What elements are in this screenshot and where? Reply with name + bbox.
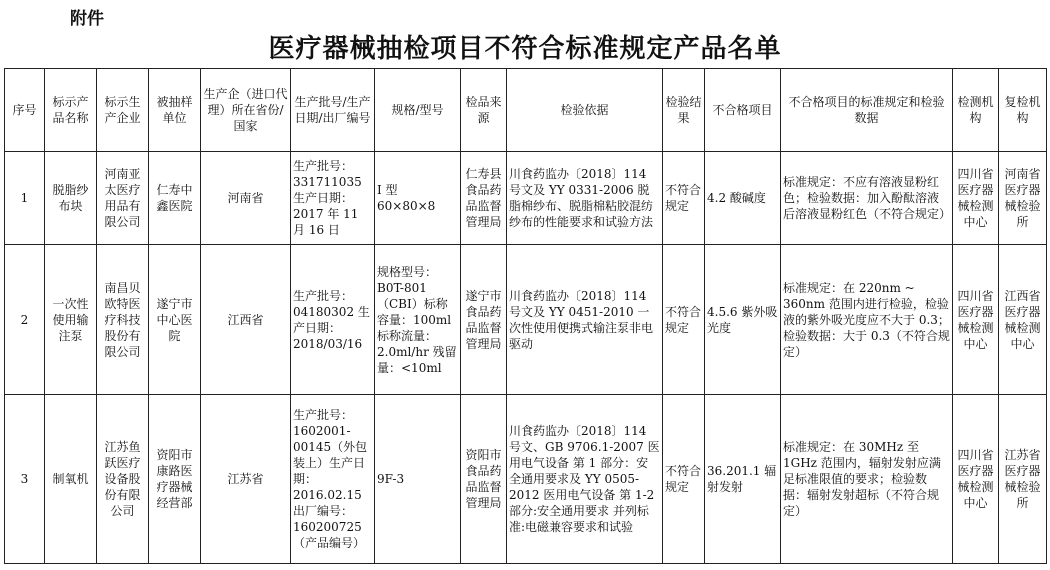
cell-province: 河南省	[201, 152, 291, 245]
header-sampled-unit: 被抽样单位	[149, 69, 201, 152]
header-failed-item: 不合格项目	[705, 69, 781, 152]
cell-spec: I 型 60×80×8	[375, 152, 461, 245]
header-product: 标示产品名称	[45, 69, 97, 152]
cell-result: 不符合规定	[663, 245, 705, 395]
cell-product: 脱脂纱布块	[45, 152, 97, 245]
cell-retest-agency: 江苏省医疗器械检验所	[999, 395, 1047, 564]
cell-sampled-unit: 资阳市康路医疗器械经营部	[149, 395, 201, 564]
cell-failed-item: 36.201.1 辐射发射	[705, 395, 781, 564]
cell-failed-item: 4.2 酸碱度	[705, 152, 781, 245]
cell-standard-data: 标准规定：在 30MHz 至 1GHz 范围内，辐射发射应满足标准限值的要求；检验数据：辐射发射超标（不符合规定）	[781, 395, 953, 564]
cell-manufacturer: 河南亚太医疗用品有限公司	[97, 152, 149, 245]
cell-sampled-unit: 仁寿中鑫医院	[149, 152, 201, 245]
attachment-label: 附件	[70, 9, 104, 29]
cell-source: 遂宁市食品药品监督管理局	[461, 245, 507, 395]
cell-product: 一次性使用输注泵	[45, 245, 97, 395]
cell-no: 2	[5, 245, 45, 395]
cell-province: 江苏省	[201, 395, 291, 564]
cell-batch: 生产批号：331711035 生产日期：2017 年 11 月 16 日	[291, 152, 375, 245]
header-no: 序号	[5, 69, 45, 152]
header-basis: 检验依据	[507, 69, 663, 152]
cell-sampled-unit: 遂宁市中心医院	[149, 245, 201, 395]
cell-testing-agency: 四川省医疗器械检测中心	[953, 395, 999, 564]
header-result: 检验结果	[663, 69, 705, 152]
cell-batch: 生产批号：1602001-00145（外包装上）生产日期：2016.02.15 出厂编号：160200725（产品编号）	[291, 395, 375, 564]
cell-manufacturer: 南昌贝欧特医疗科技股份有限公司	[97, 245, 149, 395]
cell-manufacturer: 江苏鱼跃医疗设备股份有限公司	[97, 395, 149, 564]
cell-basis: 川食药监办〔2018〕114 号文及 YY 0331-2006 脱脂棉纱布、脱脂棉粘胶混纺纱布的性能要求和试验方法	[507, 152, 663, 245]
cell-source: 资阳市食品药品监督管理局	[461, 395, 507, 564]
cell-result: 不符合规定	[663, 152, 705, 245]
header-source: 检品来源	[461, 69, 507, 152]
table-row	[5, 395, 1047, 564]
cell-spec: 9F-3	[375, 395, 461, 564]
header-province: 生产企（进口代理）所在省份/国家	[201, 69, 291, 152]
cell-no: 1	[5, 152, 45, 245]
cell-result: 不符合规定	[663, 395, 705, 564]
table-row	[5, 245, 1047, 395]
cell-basis: 川食药监办〔2018〕114 号文、GB 9706.1-2007 医用电气设备 第 1 部分：安全通用要求及 YY 0505-2012 医用电气设备 第 1-2 部分:安全通用要求 并列标准:电磁兼容要求和试验	[507, 395, 663, 564]
header-batch: 生产批号/生产日期/出厂编号	[291, 69, 375, 152]
cell-testing-agency: 四川省医疗器械检测中心	[953, 245, 999, 395]
cell-source: 仁寿县食品药品监督管理局	[461, 152, 507, 245]
cell-product: 制氧机	[45, 395, 97, 564]
header-row	[5, 69, 1047, 152]
cell-failed-item: 4.5.6 紫外吸光度	[705, 245, 781, 395]
cell-batch: 生产批号：04180302 生产日期：2018/03/16	[291, 245, 375, 395]
header-standard-data: 不合格项目的标准规定和检验数据	[781, 69, 953, 152]
cell-retest-agency: 江西省医疗器械检测中心	[999, 245, 1047, 395]
header-spec: 规格/型号	[375, 69, 461, 152]
noncompliant-products-table	[4, 68, 1047, 564]
table-row	[5, 152, 1047, 245]
cell-standard-data: 标准规定：在 220nm ~ 360nm 范围内进行检验，检验液的紫外吸光度应不大于 0.3；检验数据：大于 0.3（不符合规定）	[781, 245, 953, 395]
cell-no: 3	[5, 395, 45, 564]
cell-standard-data: 标准规定：不应有溶液显粉红色；检验数据：加入酚酞溶液后溶液显粉红色（不符合规定）	[781, 152, 953, 245]
cell-basis: 川食药监办〔2018〕114 号文及 YY 0451-2010 一次性使用便携式输注泵非电驱动	[507, 245, 663, 395]
header-testing-agency: 检测机构	[953, 69, 999, 152]
cell-spec: 规格型号：B0T-801（CBI）标称容量：100ml 标称流量：2.0ml/hr 残留量：<10ml	[375, 245, 461, 395]
page-title: 医疗器械抽检项目不符合标准规定产品名单	[268, 34, 782, 64]
cell-province: 江西省	[201, 245, 291, 395]
header-manufacturer: 标示生产企业	[97, 69, 149, 152]
cell-testing-agency: 四川省医疗器械检测中心	[953, 152, 999, 245]
header-retest-agency: 复检机构	[999, 69, 1047, 152]
cell-retest-agency: 河南省医疗器械检验所	[999, 152, 1047, 245]
